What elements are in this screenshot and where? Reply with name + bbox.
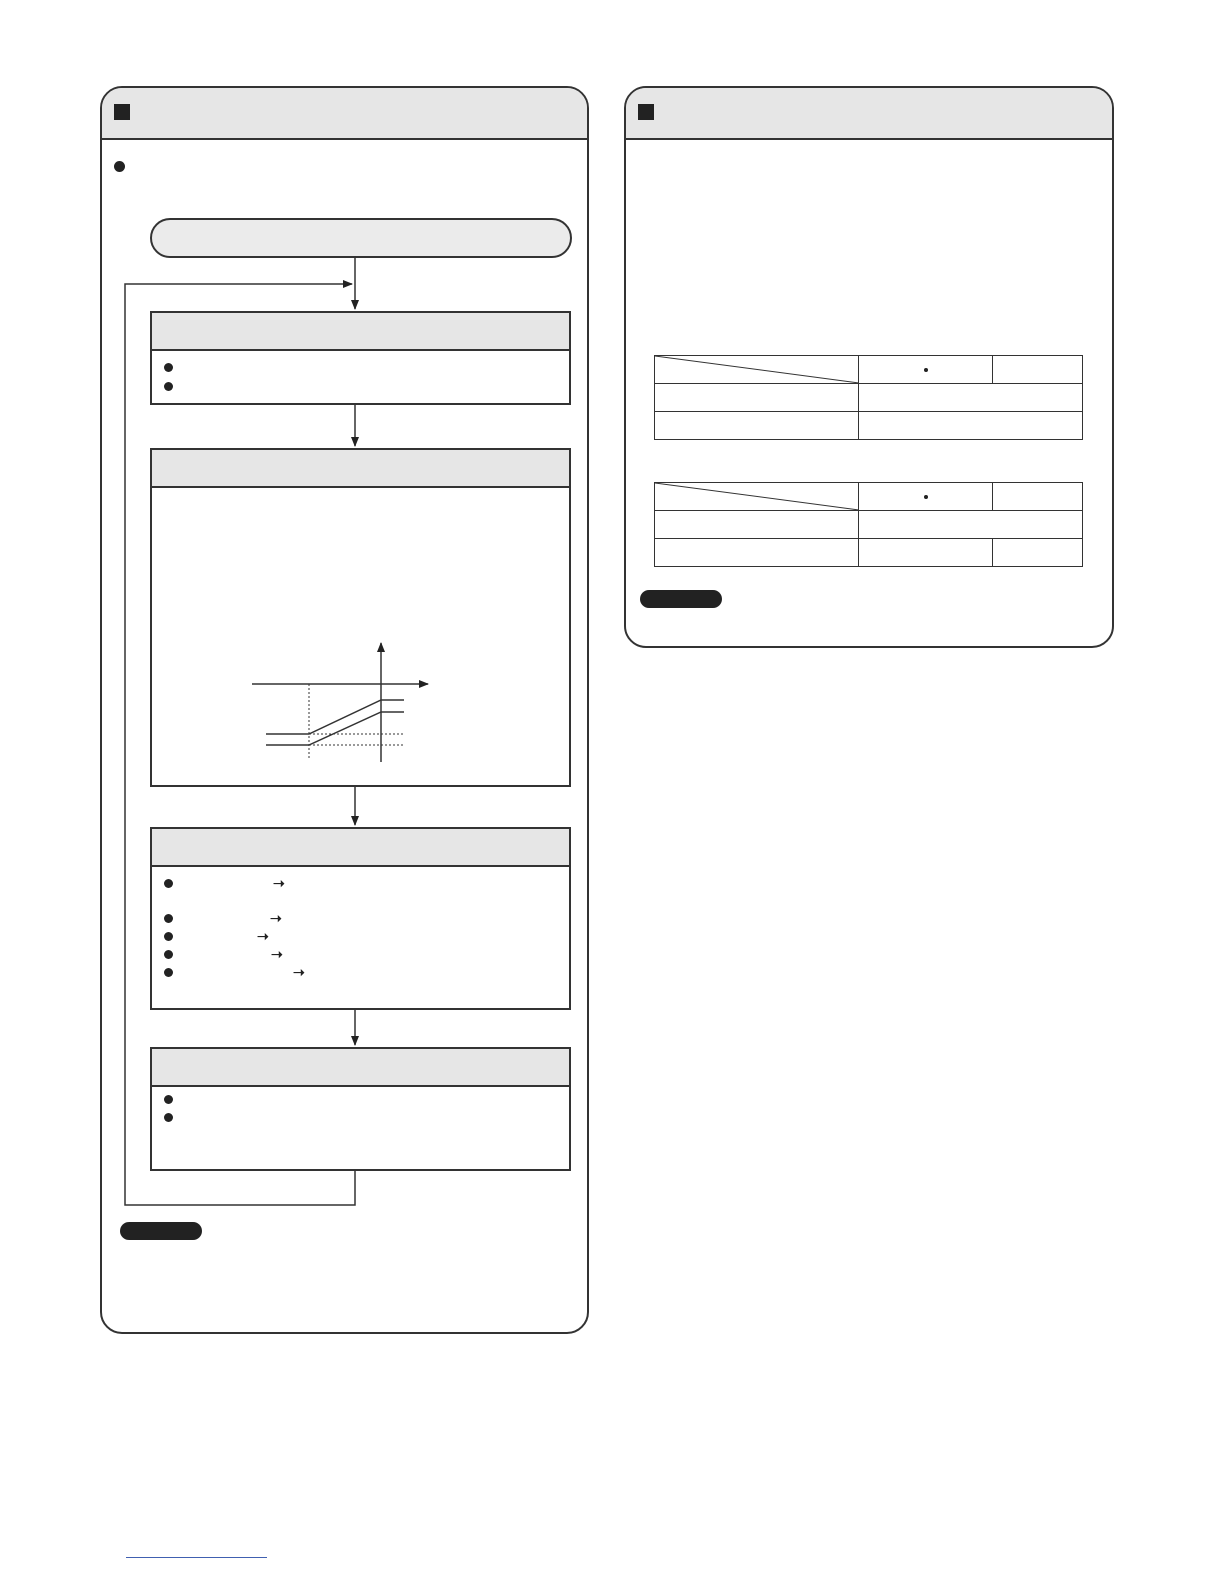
right-arrow-icon: ➝ [293,964,305,980]
note-badge [640,590,722,608]
table-cell [655,384,859,412]
table-header-cell [993,356,1083,384]
table-row [655,384,1083,412]
diagonal-divider [655,483,859,510]
graph-upper-curve [266,700,404,734]
table-row [655,483,1083,511]
loop-back-line [125,284,355,1205]
table-cell [655,539,859,567]
right-arrow-icon: ➝ [273,875,285,891]
table-corner-cell [655,483,859,511]
table-header-cell [859,356,993,384]
table-cell [993,539,1083,567]
dot-icon [924,368,928,372]
table-cell [859,539,993,567]
diagonal-divider [655,356,859,383]
spec-table-1 [654,355,1083,440]
spec-table-2 [654,482,1083,567]
table-header-cell [859,483,993,511]
square-icon [638,104,654,120]
table-corner-cell [655,356,859,384]
footer-link[interactable] [126,1557,267,1558]
graph-lower-curve [266,712,404,745]
right-arrow-icon: ➝ [271,946,283,962]
table-cell [859,412,1083,440]
table-cell [859,384,1083,412]
table-cell [859,511,1083,539]
table-row [655,539,1083,567]
right-arrow-icon: ➝ [257,928,269,944]
right-section-header [626,88,1112,140]
table-cell [655,511,859,539]
right-arrow-icon: ➝ [270,910,282,926]
table-row [655,412,1083,440]
table-row [655,356,1083,384]
table-header-cell [993,483,1083,511]
table-cell [655,412,859,440]
dot-icon [924,495,928,499]
control-characteristic-graph [252,643,428,762]
table-row [655,511,1083,539]
